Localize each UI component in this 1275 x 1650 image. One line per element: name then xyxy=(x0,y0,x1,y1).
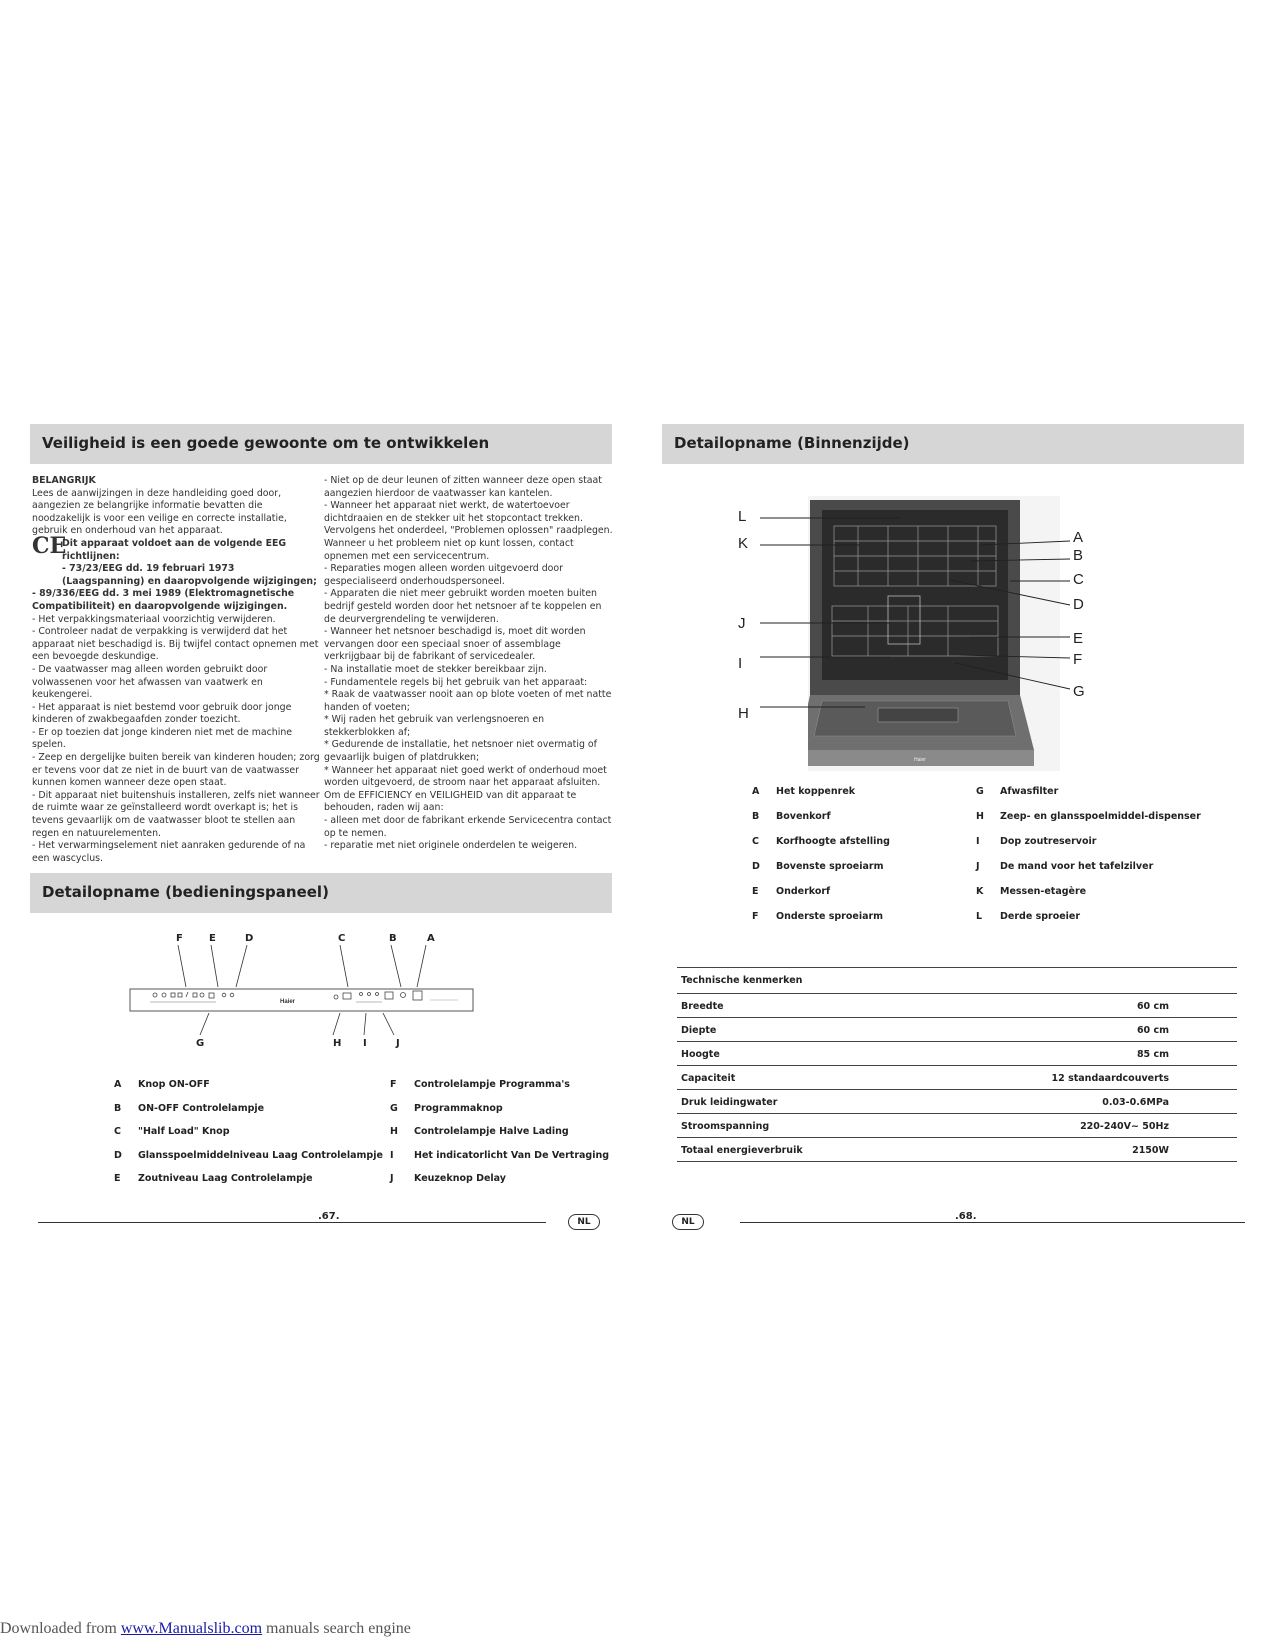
photo-callout-label: C xyxy=(1073,571,1084,588)
interior-legend-key: A xyxy=(752,786,760,797)
interior-legend-text: Het koppenrek xyxy=(776,786,856,797)
safety-item: - De vaatwasser mag alleen worden gebruikt door volwassenen voor het afwassen van vaatwerk en keukengerei. xyxy=(32,663,268,701)
safety-item: - Het apparaat is niet bestemd voor gebruik door jonge kinderen of zwakbegaafden zonder toezicht. xyxy=(32,701,292,726)
panel-legend-text: Controlelampje Programma's xyxy=(414,1079,570,1090)
left-lang-badge: NL xyxy=(568,1214,600,1230)
safety-item: - Wanneer het netsnoer beschadigd is, moet dit worden vervangen door een speciaal snoer of assemblage verkrijgbaar bij de fabrikant of servicedealer. xyxy=(324,626,586,663)
panel-legend-row xyxy=(114,1173,313,1184)
photo-callout-label: J xyxy=(738,615,746,632)
photo-callout-label: B xyxy=(1073,547,1084,564)
download-prefix: Downloaded from xyxy=(0,1620,121,1637)
tech-row xyxy=(677,1065,1237,1089)
safety-item: - Reparaties mogen alleen worden uitgevoerd door gespecialiseerd onderhoudspersoneel. xyxy=(324,563,563,587)
eeg-directive-2: - 89/336/EEG dd. 3 mei 1989 (Elektromagnetische Compatibiliteit) en daaropvolgende wijzigingen. xyxy=(32,588,295,612)
tech-spec-table xyxy=(677,967,1237,1162)
panel-callout-label: E xyxy=(209,933,216,944)
panel-legend-text: Het indicatorlicht Van De Vertraging xyxy=(414,1149,610,1161)
tech-row xyxy=(677,1041,1237,1065)
interior-legend-text: Korfhoogte afstelling xyxy=(776,836,890,847)
safety-item: * Gedurende de installatie, het netsnoer niet overmatig of gevaarlijk buigen of platdrukken; xyxy=(324,739,597,764)
safety-section-header xyxy=(30,424,612,464)
control-panel-diagram xyxy=(120,935,520,1050)
tech-value: 220-240V~ 50Hz xyxy=(1080,1121,1169,1132)
ce-mark: CE xyxy=(32,532,67,559)
safety-column-2 xyxy=(324,475,614,853)
interior-legend-key: L xyxy=(976,911,983,922)
interior-leader-lines-right xyxy=(930,525,1083,705)
interior-legend-text: De mand voor het tafelzilver xyxy=(1000,861,1154,872)
panel-section-header xyxy=(30,873,612,913)
safety-item: - Na installatie moet de stekker bereikbaar zijn. xyxy=(324,663,547,675)
interior-legend-text: Zeep- en glansspoelmiddel-dispenser xyxy=(1000,811,1201,822)
tech-label: Breedte xyxy=(681,1001,724,1012)
panel-legend-row xyxy=(114,1126,230,1137)
panel-legend-row xyxy=(390,1173,506,1184)
interior-legend-key: G xyxy=(976,786,984,797)
panel-legend-key: I xyxy=(390,1149,394,1161)
tech-value: 60 cm xyxy=(1136,1001,1169,1012)
safety-item: - Er op toezien dat jonge kinderen niet met de machine spelen. xyxy=(32,726,293,751)
interior-legend-row xyxy=(752,786,855,797)
right-lang-badge: NL xyxy=(672,1214,704,1230)
tech-value: 0.03-0.6MPa xyxy=(1102,1097,1169,1108)
panel-legend-key: G xyxy=(390,1102,398,1114)
photo-brand: Haier xyxy=(914,757,926,763)
safety-item: * Raak de vaatwasser nooit aan op blote voeten of met natte handen of voeten; xyxy=(324,689,612,713)
panel-legend-key: E xyxy=(114,1173,121,1184)
eeg-heading: Dit apparaat voldoet aan de volgende EEG richtlijnen: xyxy=(62,537,287,562)
tech-label: Capaciteit xyxy=(681,1073,736,1084)
safety-item: - reparatie met niet originele onderdelen te weigeren. xyxy=(324,840,578,852)
panel-legend-text: Knop ON-OFF xyxy=(138,1079,210,1090)
interior-legend-row xyxy=(752,861,883,872)
panel-legend-text: Programmaknop xyxy=(414,1102,503,1114)
panel-callout-label: D xyxy=(245,933,254,944)
safety-item: Om de EFFICIENCY en VEILIGHEID van dit apparaat te behouden, raden wij aan: xyxy=(324,789,577,814)
photo-callout-label: H xyxy=(738,705,749,722)
eeg-directive-1: - 73/23/EEG dd. 19 februari 1973 (Laagspanning) en daaropvolgende wijzigingen; xyxy=(62,563,317,587)
photo-callout-label: E xyxy=(1073,630,1084,647)
interior-legend-key: B xyxy=(752,811,760,822)
safety-item: - Controleer nadat de verpakking is verwijderd dat het apparaat niet beschadigd is. Bij twijfel contact opnemen met een bevoegde deskundige. xyxy=(32,626,319,663)
photo-callout-label: D xyxy=(1073,596,1084,613)
interior-legend-row xyxy=(976,786,1058,797)
interior-legend-text: Dop zoutreservoir xyxy=(1000,836,1097,847)
interior-legend-text: Bovenkorf xyxy=(776,811,831,822)
interior-legend-text: Derde sproeier xyxy=(1000,911,1081,922)
panel-legend-text: Keuzeknop Delay xyxy=(414,1173,506,1184)
panel-legend-key: H xyxy=(390,1126,398,1137)
panel-callout-label: A xyxy=(427,933,435,944)
safety-title: Veiligheid is een goede gewoonte om te ontwikkelen xyxy=(42,434,490,452)
tech-row xyxy=(677,1113,1237,1137)
interior-legend-row xyxy=(752,911,883,922)
tech-row xyxy=(677,1089,1237,1113)
panel-legend-row xyxy=(114,1079,210,1090)
safety-item: * Wij raden het gebruik van verlengsnoeren en stekkerblokken af; xyxy=(324,714,545,738)
tech-row xyxy=(677,993,1237,1017)
panel-legend-text: "Half Load" Knop xyxy=(138,1126,230,1137)
panel-legend-key: D xyxy=(114,1149,122,1161)
interior-legend-row xyxy=(976,886,1086,897)
panel-title: Detailopname (bedieningspaneel) xyxy=(42,883,329,901)
panel-legend-row xyxy=(114,1103,264,1114)
interior-legend-row xyxy=(976,861,1153,872)
right-footer-line xyxy=(740,1222,1245,1223)
panel-legend-key: J xyxy=(390,1173,394,1184)
safety-item: - Het verpakkingsmateriaal voorzichtig verwijderen. xyxy=(32,613,276,625)
right-page-number: .68. xyxy=(955,1211,977,1222)
panel-callout-label: J xyxy=(396,1038,400,1049)
photo-callout-label: G xyxy=(1073,683,1085,700)
interior-legend-key: F xyxy=(752,911,759,922)
interior-legend-key: I xyxy=(976,836,980,847)
photo-callout-label: K xyxy=(738,535,749,552)
panel-legend-key: B xyxy=(114,1102,122,1114)
tech-label: Druk leidingwater xyxy=(681,1097,778,1108)
important-heading: BELANGRIJK xyxy=(32,475,96,486)
panel-callout-label: G xyxy=(196,1038,205,1049)
interior-legend-text: Afwasfilter xyxy=(1000,786,1059,797)
tech-label: Totaal energieverbruik xyxy=(681,1145,803,1156)
interior-legend-row xyxy=(752,811,831,822)
interior-legend-key: D xyxy=(752,861,760,872)
safety-item: - Het verwarmingselement niet aanraken gedurende of na een wascyclus. xyxy=(32,840,306,864)
manualslib-link[interactable]: www.Manualslib.com xyxy=(120,1620,263,1637)
tech-label: Hoogte xyxy=(681,1049,720,1060)
interior-legend-text: Onderkorf xyxy=(776,886,831,897)
interior-legend-key: K xyxy=(976,886,984,897)
panel-callout-label: H xyxy=(333,1038,342,1049)
safety-column-1 xyxy=(32,475,320,865)
interior-legend-text: Onderste sproeiarm xyxy=(776,911,884,922)
interior-legend-key: C xyxy=(752,836,759,847)
left-page-number: .67. xyxy=(318,1211,340,1222)
interior-legend-key: J xyxy=(976,861,980,872)
left-footer-line xyxy=(38,1222,546,1223)
interior-legend-row xyxy=(976,836,1096,847)
safety-item: - Zeep en dergelijke buiten bereik van kinderen houden; zorg er tevens voor dat ze niet in de buurt van de vaatwasser kunnen komen wanneer deze open staat. xyxy=(32,752,320,789)
panel-legend-text: Controlelampje Halve Lading xyxy=(414,1126,569,1137)
tech-row xyxy=(677,1017,1237,1041)
panel-callout-label: C xyxy=(338,933,346,944)
tech-value: 60 cm xyxy=(1136,1025,1169,1036)
tech-title: Technische kenmerken xyxy=(681,975,803,986)
tech-row xyxy=(677,1137,1237,1161)
interior-legend-row xyxy=(976,811,1201,822)
panel-legend-row xyxy=(114,1150,383,1161)
tech-value: 12 standaardcouverts xyxy=(1051,1073,1169,1084)
tech-header-row xyxy=(677,967,1237,993)
interior-legend-text: Bovenste sproeiarm xyxy=(776,861,884,872)
interior-legend-row xyxy=(752,836,890,847)
tech-value: 2150W xyxy=(1132,1145,1169,1156)
panel-legend-key: A xyxy=(114,1079,122,1090)
interior-legend-key: H xyxy=(976,811,984,822)
photo-callout-label: A xyxy=(1073,529,1084,546)
panel-legend-key: F xyxy=(390,1079,397,1090)
safety-item: - Niet op de deur leunen of zitten wanneer deze open staat aangezien hierdoor de vaatwasser kan kantelen. xyxy=(324,475,602,499)
safety-item: * Wanneer het apparaat niet goed werkt of onderhoud moet worden uitgevoerd, de stroom naar het apparaat afsluiten. xyxy=(324,764,607,789)
eeg-block xyxy=(32,532,320,588)
interior-legend-text: Messen-etagère xyxy=(1000,886,1087,897)
panel-callout-label: F xyxy=(176,933,183,944)
tech-label: Diepte xyxy=(681,1025,717,1036)
tech-label: Stroomspanning xyxy=(681,1121,770,1132)
interior-section-header xyxy=(662,424,1244,464)
safety-item: - Wanneer het apparaat niet werkt, de watertoevoer dichtdraaien en de stekker uit het stopcontact trekken. Vervolgens het onderdeel, "Problemen oplossen" raadplegen. Wanneer u het probleem niet op kunt lossen, contact opnemen met een servicecentrum. xyxy=(324,500,613,562)
panel-brand: Haier xyxy=(280,999,296,1005)
panel-legend-row xyxy=(390,1126,569,1137)
interior-legend-key: E xyxy=(752,886,759,897)
panel-legend-text: Zoutniveau Laag Controlelampje xyxy=(138,1173,313,1184)
panel-legend-row xyxy=(390,1103,503,1114)
panel-callout-label: I xyxy=(363,1038,367,1049)
safety-item: - Apparaten die niet meer gebruikt worden moeten buiten bedrijf gesteld worden door het netsnoer af te koppelen en de deurvergrendeling te verwijderen. xyxy=(324,588,602,625)
tech-value: 85 cm xyxy=(1136,1049,1169,1060)
download-suffix: manuals search engine xyxy=(262,1620,411,1637)
interior-legend-row xyxy=(752,886,830,897)
safety-item: - alleen met door de fabrikant erkende Servicecentra contact op te nemen. xyxy=(324,815,612,839)
panel-legend-row xyxy=(390,1150,609,1161)
panel-legend-text: Glansspoelmiddelniveau Laag Controlelampje xyxy=(138,1149,383,1161)
panel-legend-row xyxy=(390,1079,570,1090)
panel-legend-text: ON-OFF Controlelampje xyxy=(138,1102,265,1114)
photo-callout-label: F xyxy=(1073,651,1083,668)
interior-legend-row xyxy=(976,911,1080,922)
photo-callout-label: L xyxy=(738,508,747,525)
safety-item: - Dit apparaat niet buitenshuis installeren, zelfs niet wanneer de ruimte waar ze geïnstalleerd wordt overkapt is; het is tevens gevaarlijk om de vaatwasser bloot te stellen aan regen en natuurelementen. xyxy=(32,789,320,839)
intro-text: Lees de aanwijzingen in deze handleiding goed door, aangezien ze belangrijke informatie bevatten die noodzakelijk is voor een veilige en correcte installatie, gebruik en onderhoud van het apparaat. xyxy=(32,487,287,537)
panel-legend-key: C xyxy=(114,1126,121,1137)
download-footer xyxy=(0,1620,411,1638)
safety-item: - Fundamentele regels bij het gebruik van het apparaat: xyxy=(324,676,588,688)
interior-title: Detailopname (Binnenzijde) xyxy=(674,434,910,452)
panel-callout-label: B xyxy=(389,933,397,944)
photo-callout-label: I xyxy=(738,655,743,672)
